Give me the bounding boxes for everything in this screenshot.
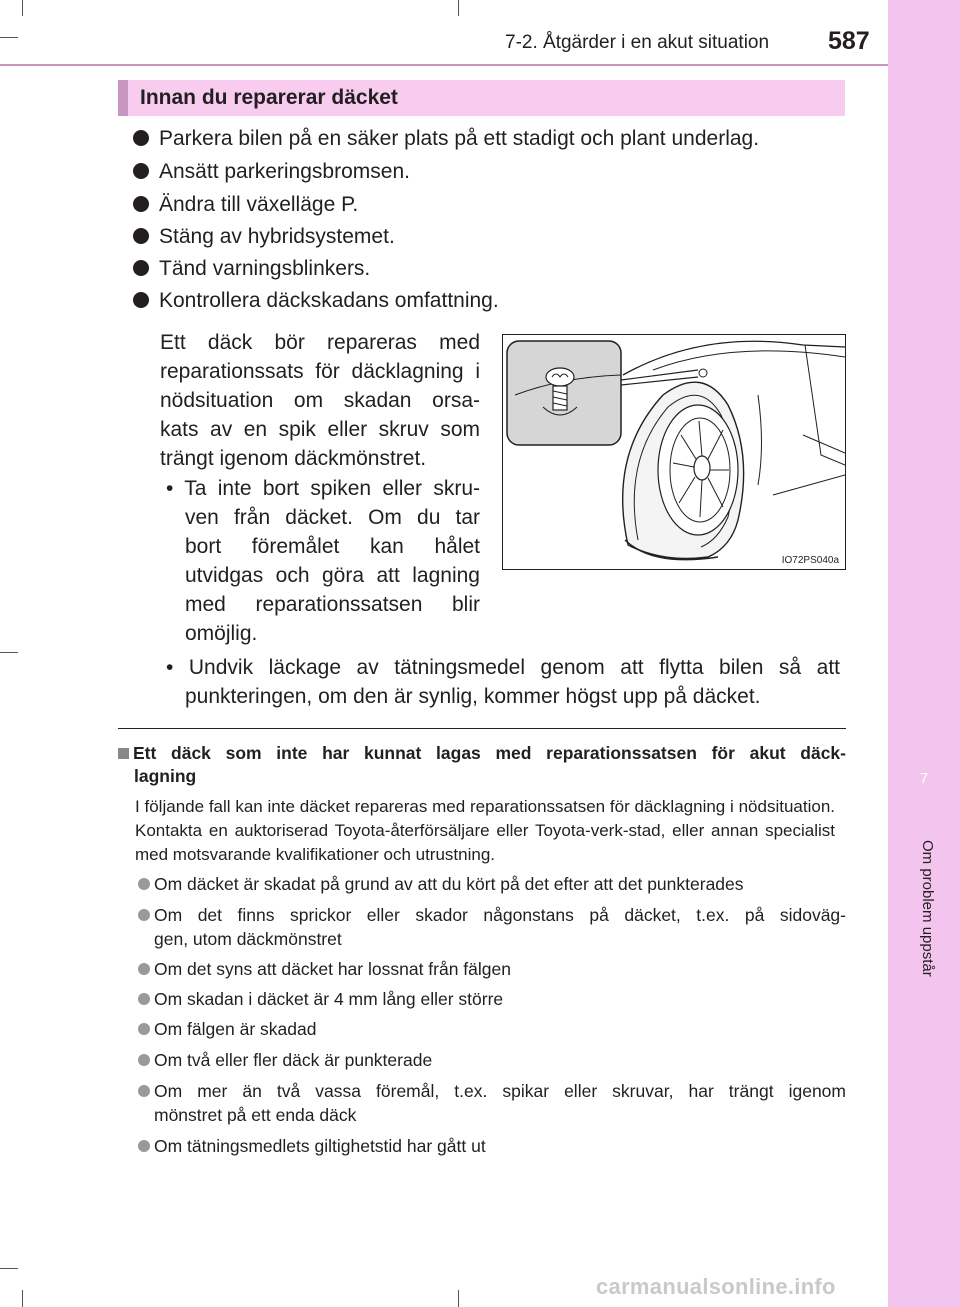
bullet-item: Parkera bilen på en säker plats på ett stadigt och plant underlag. — [133, 124, 759, 154]
section-title: Innan du reparerar däcket — [140, 86, 398, 109]
sub-bullet-line: • Undvik läckage av tätningsmedel genom att flytta bilen så att — [166, 656, 840, 679]
bullet-icon — [138, 1140, 150, 1152]
crop-mark — [0, 1268, 18, 1269]
watermark: carmanualsonline.info — [596, 1274, 836, 1299]
figure-caption: IO72PS040a — [781, 555, 839, 566]
chapter-sidebar — [888, 0, 960, 1307]
page-number: 587 — [828, 27, 870, 55]
description-line: kats av en spik eller skruv som — [160, 418, 480, 441]
sub-bullet-line: ven från däcket. Om du tar — [185, 506, 480, 529]
bullet-icon — [138, 1054, 150, 1066]
sub-bullet-line: utvidgas och göra att lagning — [185, 564, 480, 587]
crop-mark — [22, 1290, 23, 1307]
bullet-icon — [133, 292, 149, 308]
description-line: reparationssats för däcklagning i — [160, 360, 480, 383]
note-heading: Ett däck som inte har kunnat lagas med reparationssatsen för akut däck- lagning — [118, 742, 846, 788]
bullet-icon — [138, 963, 150, 975]
description-line: trängt igenom däckmönstret. — [160, 447, 427, 470]
bullet-icon — [138, 909, 150, 921]
chapter-title: 7-2. Åtgärder i en akut situation — [505, 32, 770, 53]
bullet-item: Ansätt parkeringsbromsen. — [133, 157, 410, 187]
crop-mark — [458, 0, 459, 16]
bullet-icon — [133, 196, 149, 212]
square-bullet-icon — [118, 748, 129, 759]
note-text: I följande fall kan inte däcket repareras med reparationssatsen för däcklagning i nödsituation. Kontakta en auktoriserad Toyota-återförsäljare eller Toyota-verk-stad, eller annan specialist med motsvarande kvalifikationer och utrustning. — [135, 797, 835, 864]
crop-mark — [22, 0, 23, 16]
bullet-item: Ändra till växelläge P. — [133, 190, 358, 220]
bullet-icon — [133, 260, 149, 276]
section-heading-box — [118, 80, 845, 116]
sub-bullet-line: bort föremålet kan hålet — [185, 535, 480, 558]
section-separator — [118, 728, 846, 729]
bullet-item: Kontrollera däckskadans omfattning. — [133, 286, 499, 316]
list-item: Om mer än två vassa föremål, t.ex. spikar eller skruvar, har trängt igenom mönstret på ett enda däck — [118, 1079, 846, 1127]
sub-bullet-line: omöjlig. — [185, 622, 258, 645]
header-rule — [0, 64, 888, 66]
bullet-icon — [138, 993, 150, 1005]
flat-tire-illustration — [502, 334, 846, 570]
list-item: Om det finns sprickor eller skador någonstans på däcket, t.ex. på sidoväg- gen, utom däckmönstret — [118, 903, 846, 951]
chapter-number: 7 — [919, 770, 929, 787]
description-line: nödsituation om skadan orsa- — [160, 389, 480, 412]
crop-mark — [0, 652, 18, 653]
bullet-icon — [133, 228, 149, 244]
bullet-icon — [133, 163, 149, 179]
chapter-label: Om problem uppstår — [919, 840, 936, 977]
crop-mark — [458, 1290, 459, 1307]
bullet-item: Stäng av hybridsystemet. — [133, 222, 395, 252]
sub-bullet-line: punkteringen, om den är synlig, kommer högst upp på däcket. — [185, 685, 761, 708]
sub-bullet-line: • Ta inte bort spiken eller skru- — [166, 477, 480, 500]
tire-drawing — [503, 335, 845, 569]
bullet-icon — [138, 878, 150, 890]
crop-mark — [0, 37, 18, 38]
sub-bullet-line: med reparationssatsen blir — [185, 593, 480, 616]
bullet-item: Tänd varningsblinkers. — [133, 254, 370, 284]
bullet-icon — [138, 1085, 150, 1097]
bullet-icon — [138, 1023, 150, 1035]
description-line: Ett däck bör repareras med — [160, 331, 480, 354]
bullet-icon — [133, 130, 149, 146]
